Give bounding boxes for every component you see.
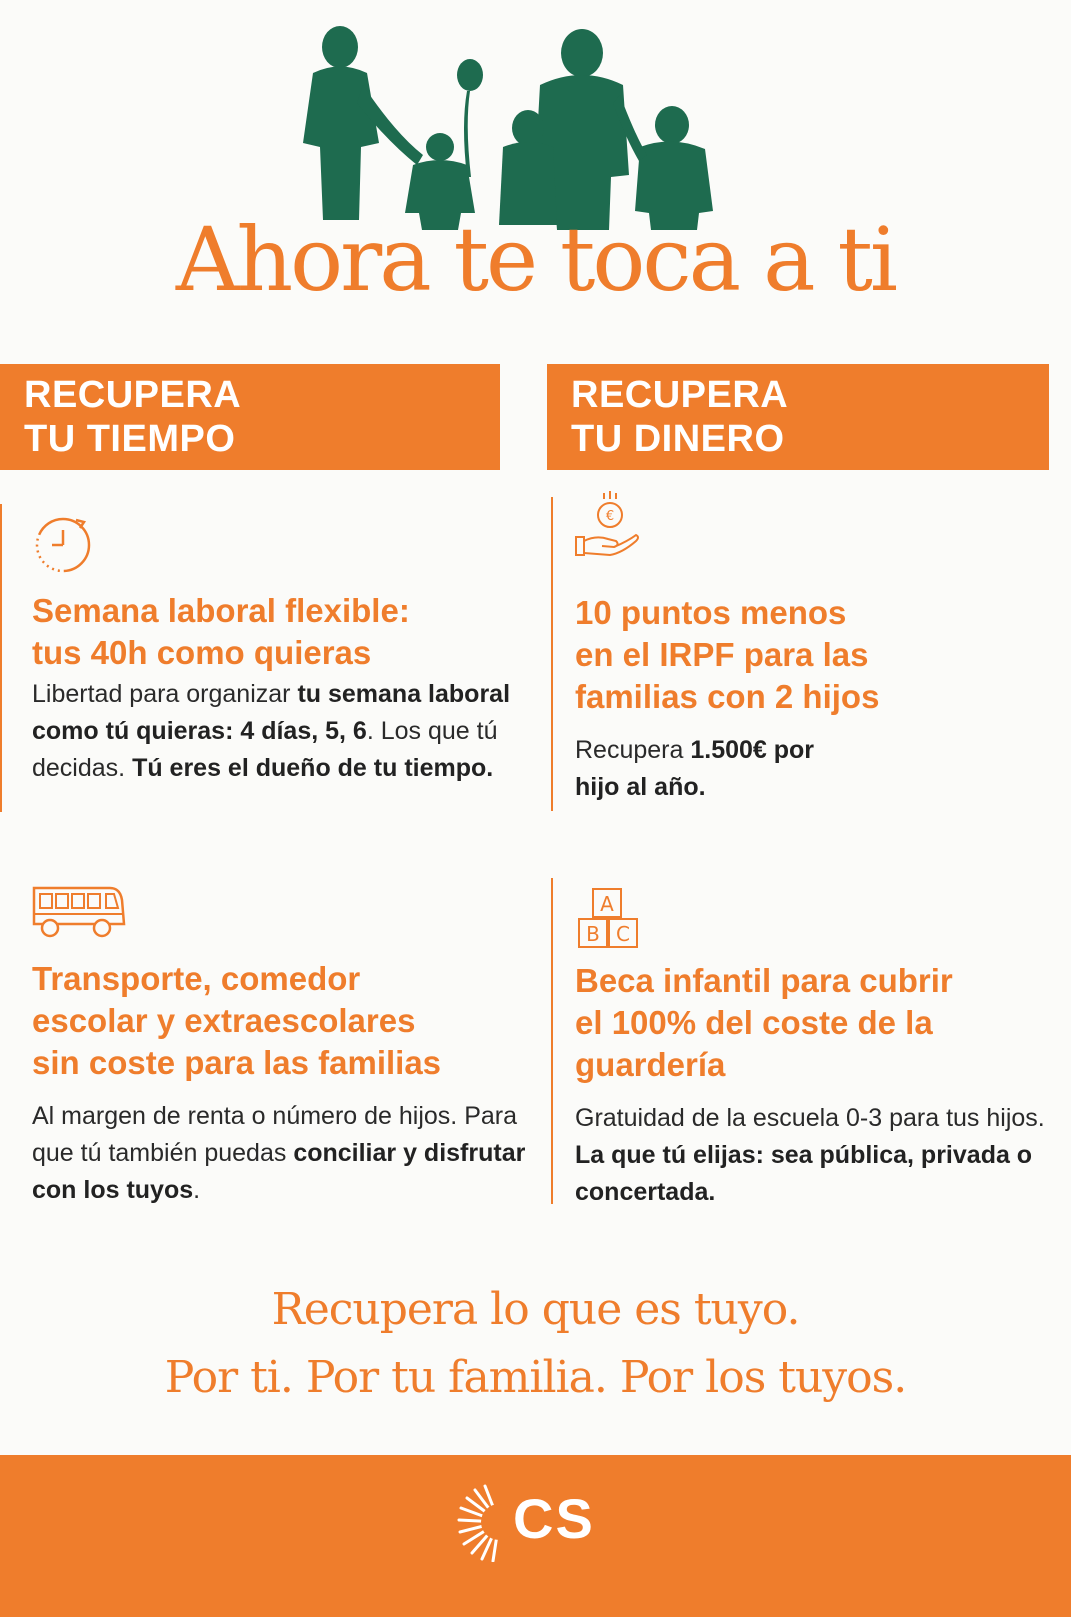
beca-heading-line1: Beca infantil para cubrir: [575, 962, 953, 999]
irpf-heading-line3: familias con 2 hijos: [575, 678, 880, 715]
week-body-part-bold: Tú eres el dueño de tu tiempo.: [132, 754, 494, 782]
right-divider-line: [551, 497, 553, 811]
abc-blocks-icon: [575, 887, 641, 949]
bus-icon: [30, 884, 128, 942]
week-body: [32, 676, 532, 787]
banner-recupera-tiempo: [0, 364, 500, 470]
irpf-body-part-bold: 1.500€ por hijo al año.: [575, 736, 815, 801]
transport-heading-line2: escolar y extraescolares: [32, 1002, 416, 1039]
logo-text: CS: [513, 1487, 595, 1550]
transport-heading-line1: Transporte, comedor: [32, 960, 361, 997]
week-heading-line2: tus 40h como quieras: [32, 634, 372, 671]
party-logo: [455, 1478, 605, 1568]
transport-body: [32, 1098, 532, 1209]
banner-recupera-dinero: [547, 364, 1049, 470]
hand-euro-coin-icon: [574, 491, 640, 563]
left-divider-line: [0, 504, 2, 812]
coin-euro-symbol: €: [605, 509, 615, 524]
item-week: [32, 590, 532, 787]
sunburst-logo-icon: [455, 1482, 513, 1567]
block-letter-a: A: [600, 892, 614, 916]
clock-icon: [32, 514, 94, 576]
banner-right-line2: TU DINERO: [571, 418, 785, 460]
banner-left-line1: RECUPERA: [24, 374, 242, 416]
family-silhouette-illustration: [295, 25, 745, 230]
week-body-part: . Los que tú decidas.: [32, 717, 498, 782]
block-letter-c: C: [616, 922, 630, 946]
week-body-part: Libertad para organizar: [32, 680, 298, 708]
right-divider-line-lower: [551, 878, 553, 1204]
transport-body-part-bold: conciliar y disfrutar con los tuyos: [32, 1139, 526, 1204]
beca-heading-line3: guardería: [575, 1046, 726, 1083]
item-irpf: [575, 592, 1045, 806]
closing-line-2: Por ti. Por tu familia. Por los tuyos.: [164, 1352, 907, 1403]
irpf-body: [575, 732, 855, 806]
banner-right-line1: RECUPERA: [571, 374, 789, 416]
closing-line-1: Recupera lo que es tuyo.: [271, 1284, 800, 1335]
transport-heading-line3: sin coste para las familias: [32, 1044, 442, 1081]
beca-body-part: Gratuidad de la escuela 0-3 para tus hijos.: [575, 1104, 1045, 1132]
week-heading-line1: Semana laboral flexible:: [32, 592, 410, 629]
beca-body-part-bold: La que tú elijas: sea pública, privada o concertada.: [575, 1141, 1033, 1206]
beca-body: [575, 1100, 1055, 1211]
beca-heading-line2: el 100% del coste de la: [575, 1004, 933, 1041]
banner-left-line2: TU TIEMPO: [24, 418, 236, 460]
item-beca: [575, 960, 1060, 1211]
irpf-heading-line1: 10 puntos menos: [575, 594, 847, 631]
block-letter-b: B: [586, 922, 600, 946]
irpf-heading-line2: en el IRPF para las: [575, 636, 869, 673]
item-transport: [32, 958, 537, 1209]
main-headline: Ahora te toca a ti: [175, 208, 896, 311]
irpf-body-part: Recupera: [575, 736, 691, 764]
transport-body-part: .: [193, 1176, 201, 1204]
transport-body-part: Al margen de renta o número de hijos. Para que tú también puedas: [32, 1102, 517, 1167]
week-body-part-bold: tu semana laboral como tú quieras: 4 días, 5, 6: [32, 680, 511, 745]
